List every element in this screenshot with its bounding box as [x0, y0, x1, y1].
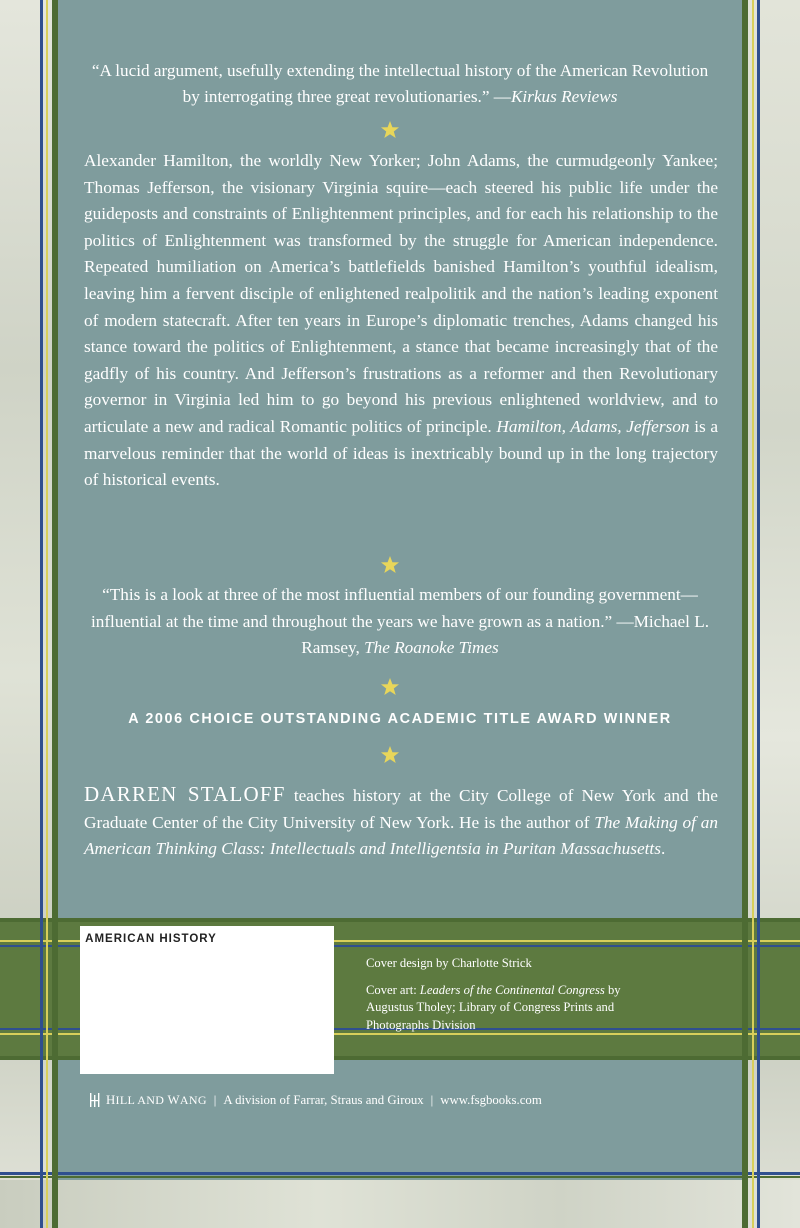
- stripe-right-green: [742, 0, 748, 1228]
- quote-text: “This is a look at three of the most influential members of our founding government—influential at the time and throughout the years we have grown as a nation.” —Michael L. Ramsey,: [90, 585, 710, 657]
- stripe-left-yellow: [46, 0, 48, 1228]
- author-name: DARREN STALOFF: [84, 782, 286, 806]
- review-quote-roanoke: [90, 582, 710, 662]
- publisher-name-h: H: [106, 1092, 116, 1107]
- publisher-name-ang: ANG: [179, 1092, 207, 1107]
- author-bio-end: .: [660, 839, 666, 858]
- cover-art-rest: by Augustus Tholey; Library of Congress Prints and Photographs Division: [366, 982, 621, 1032]
- book-description: [84, 148, 718, 494]
- quote-text: “A lucid argument, usefully extending the intellectual history of the American Revolution by interrogating three great revolutionaries.” —: [91, 61, 709, 106]
- publisher-name-w: W: [167, 1092, 180, 1107]
- cover-credits: [366, 955, 666, 1034]
- quote-source: Kirkus Reviews: [510, 87, 618, 106]
- author-bio-text: teaches history at the City College of New York and the Graduate Center of the City University of New York. He is the author of: [84, 786, 718, 832]
- background-photo-bottom: [0, 1180, 800, 1228]
- publisher-logo-icon: [88, 1091, 102, 1109]
- bottom-stripe-green: [0, 1176, 800, 1178]
- quote-source: The Roanoke Times: [364, 638, 499, 657]
- barcode-box: [80, 926, 334, 1074]
- star-icon: [380, 677, 400, 697]
- band-stripe-top: [0, 918, 800, 922]
- publisher-name: [106, 1093, 207, 1108]
- cover-design-credit: Cover design by Charlotte Strick: [366, 956, 532, 970]
- stripe-right-blue: [757, 0, 760, 1228]
- category-label: AMERICAN HISTORY: [85, 933, 217, 945]
- stripe-left-green: [52, 0, 58, 1228]
- description-intro: Alexander Hamilton, the worldly New Yorker; John Adams, the curmudgeonly Yankee; Thomas Jefferson, the visionary Virginia squire—each steered his public life under the guideposts and constraints of Enlightenment principles, and for each his relationship to the politics of Enlightenment was transformed by the struggle for American independence. Repeated humiliation on America’s battlefields banished Hamilton’s youthful idealism, leaving him a fervent disciple of enlightened realpolitik and the nation’s leading exponent of modern statecraft. After ten years in Europe’s diplomatic trenches, Adams changed his stance toward the politics of Enlightenment, a stance that became increasingly that of the gadfly of his country. And Jefferson’s frustrations as a reformer and then Revolutionary governor in Virginia led him to go beyond his previous enlightened worldview, and to articulate a new and radical Romantic politics of principle.: [84, 151, 718, 436]
- star-icon: [380, 555, 400, 575]
- award-line: A 2006 CHOICE OUTSTANDING ACADEMIC TITLE AWARD WINNER: [128, 711, 672, 727]
- stripe-left-blue: [40, 0, 43, 1228]
- cover-art-credit: [366, 982, 666, 1035]
- publisher-division: A division of Farrar, Straus and Giroux: [223, 1092, 424, 1107]
- cover-art-title: Leaders of the Continental Congress: [419, 982, 605, 997]
- publisher-name-ill: ILL AND: [115, 1092, 168, 1107]
- publisher-line: [88, 1090, 708, 1110]
- star-icon: [380, 745, 400, 765]
- description-outro: is a marvelous reminder that the world of ideas is inextricably bound up in the long trajectory of historical events.: [84, 416, 718, 490]
- separator: |: [430, 1092, 434, 1107]
- review-quote-kirkus: [82, 58, 718, 110]
- author-bio: [84, 781, 718, 863]
- author-book-title: The Making of an American Thinking Class: Intellectuals and Intelligentsia in Puritan Massachusetts: [84, 812, 718, 858]
- stripe-right-yellow: [752, 0, 754, 1228]
- bottom-stripe-blue: [0, 1172, 800, 1175]
- publisher-url[interactable]: www.fsgbooks.com: [440, 1092, 542, 1107]
- description-book-title: Hamilton, Adams, Jefferson: [496, 416, 690, 436]
- star-icon: [380, 120, 400, 140]
- separator: |: [213, 1092, 217, 1107]
- cover-art-prefix: Cover art:: [366, 982, 417, 997]
